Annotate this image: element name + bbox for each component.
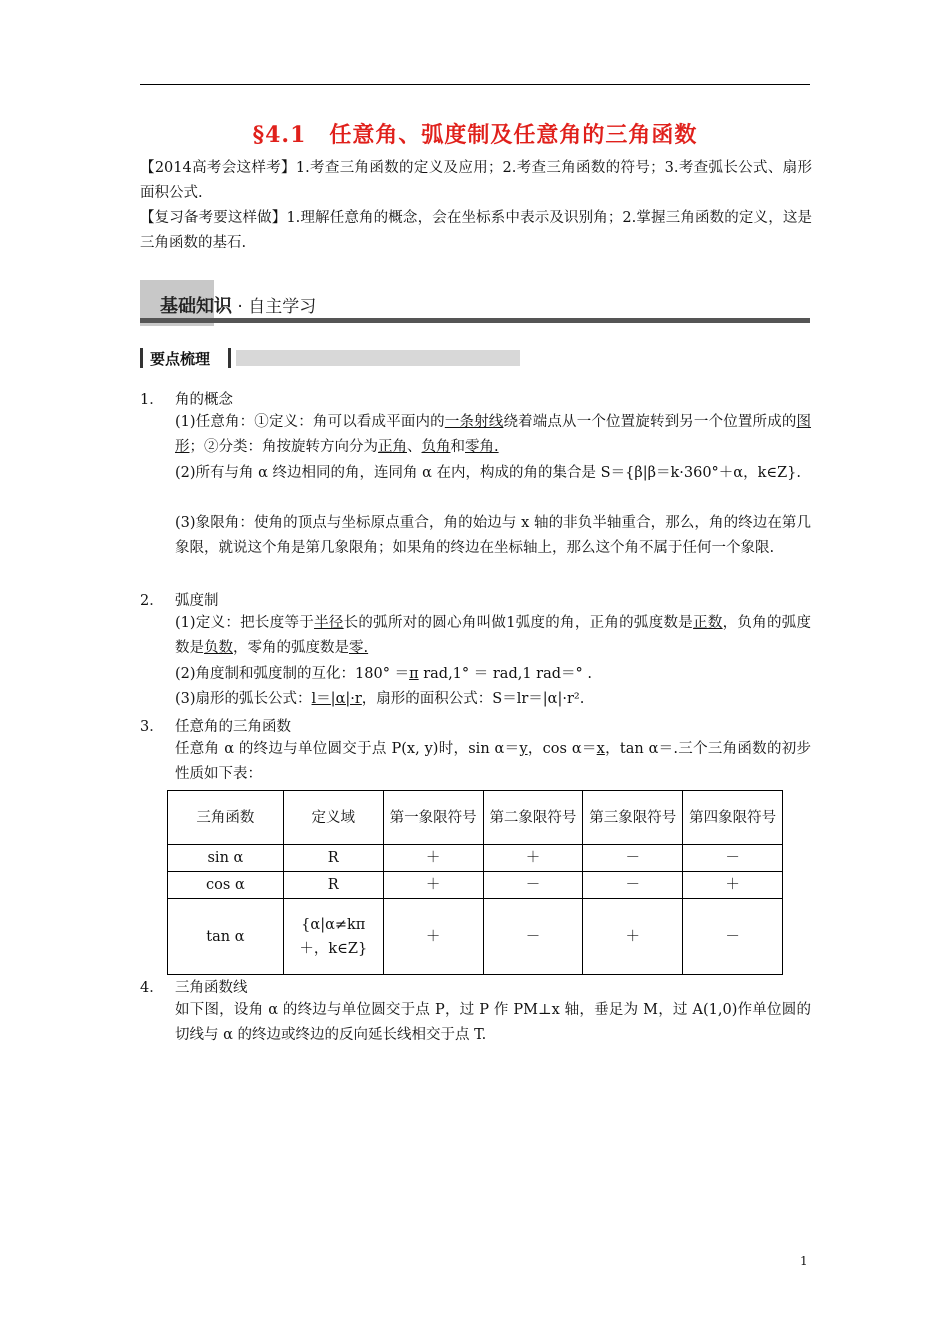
table-header-cell: 定义域 [283,791,383,845]
s4-heading: 三角函数线 [175,980,248,996]
s3-number: 3． [140,719,164,735]
s2-p3-text-b: ，扇形的面积公式：S＝lr＝|α|·r². [361,691,585,707]
section-banner [140,280,810,326]
table-header-cell: 第四象限符号 [683,791,783,845]
table-cell: － [583,872,683,899]
exam-text: 1.考查三角函数的定义及应用；2.考查三角函数的符号；3.考查弧长公式、扇形面积公式. [140,160,812,201]
s1-p1 [175,410,811,460]
s3-p-blank-1: y [519,741,528,757]
s1-p1-blank-1: 一条射线 [444,414,504,430]
table-cell: {α|α≠kπ＋，k∈Z} [283,899,383,975]
s3-p-text-a: 任意角 α 的终边与单位圆交于点 P(x, y)时，sin α＝ [175,741,520,757]
page-number: 1 [800,1254,808,1268]
s1-p1-text-d: 、 [407,439,422,455]
s1-p1-blank-4: 负角 [421,439,451,455]
s2-p2-blank: π [409,666,419,682]
s1-number: 1． [140,392,164,408]
subhead-bar-right [228,348,231,368]
s1-p1-text-c: ；②分类：角按旋转方向分为 [189,439,378,455]
s3-p-blank-2: x [596,741,605,757]
s2-p1-text-a: (1)定义：把长度等于 [175,615,315,631]
table-header-cell: 第一象限符号 [383,791,483,845]
s2-p2-text-b: rad,1° ＝ rad,1 rad＝° . [418,666,593,682]
table-cell: R [283,845,383,872]
table-row [168,845,783,872]
table-header-cell: 三角函数 [168,791,284,845]
s2-p3 [175,687,811,712]
table-cell: R [283,872,383,899]
s1-p3: (3)象限角：使角的顶点与坐标原点重合，角的始边与 x 轴的非负半轴重合，那么，角的终边在第几象限，就说这个角是第几象限角；如果角的终边在坐标轴上，那么这个角不属于任何一个象限. [175,515,811,556]
table-cell: ＋ [683,872,783,899]
table-row [168,872,783,899]
s1-p1-text-e: 和 [450,439,465,455]
trig-sign-table [167,790,783,975]
s2-p1-blank-4: 零. [349,640,369,656]
s2-p1 [175,611,811,661]
table-cell: ＋ [383,845,483,872]
table-cell: － [583,845,683,872]
s1-p2: (2)所有与角 α 终边相同的角，连同角 α 在内，构成的角的集合是 S＝{β|β＝k·360°＋α，k∈Z}. [175,465,802,481]
s4-p: 如下图，设角 α 的终边与单位圆交于点 P，过 P 作 PM⊥x 轴，垂足为 M，过 A(1,0)作单位圆的切线与 α 的终边或终边的反向延长线相交于点 T. [175,1002,811,1043]
table-cell: sin α [168,845,284,872]
banner-bold: 基础知识 [160,296,232,317]
table-cell: cos α [168,872,284,899]
s2-number: 2． [140,593,164,609]
table-cell: ＋ [483,845,583,872]
s3-heading: 任意角的三角函数 [175,719,291,735]
banner-text [160,292,316,318]
exam-label: 【2014高考会这样考】 [140,160,296,176]
banner-sep: · [237,297,243,317]
subsection-heading [140,348,520,368]
s3-p [175,737,811,787]
s1-p1-blank-5: 零角. [465,439,499,455]
table-cell: － [483,872,583,899]
s3-p-text-c: ，tan α＝.三个三角函数的初步性质如下表： [175,741,811,782]
banner-rest: 自主学习 [248,297,317,317]
s1-p1-blank-3: 正角 [378,439,407,455]
table-header-cell: 第三象限符号 [583,791,683,845]
s2-p1-text-c: ，负角的弧度数是 [175,615,812,656]
exam-paragraph [140,156,812,206]
s1-p1-text-a: (1)任意角：①定义：角可以看成平面内的 [175,414,445,430]
table-cell: ＋ [583,899,683,975]
s1-p1-text-b: 绕着端点从一个位置旋转到另一个位置所成的 [503,414,797,430]
table-cell: － [483,899,583,975]
table-row [168,899,783,975]
table-cell: ＋ [383,872,483,899]
s2-p1-blank-2: 正数 [693,615,723,631]
review-paragraph [140,206,812,256]
s1-heading: 角的概念 [175,392,233,408]
s2-p2-text-a: (2)角度制和弧度制的互化：180° ＝ [175,666,410,682]
s2-p1-blank-1: 半径 [314,615,344,631]
s2-heading: 弧度制 [175,593,219,609]
s2-p2 [175,662,811,687]
subhead-label: 要点梳理 [150,350,211,368]
table-header-cell: 第二象限符号 [483,791,583,845]
banner-rule [140,318,810,323]
s2-p3-text-a: (3)扇形的弧长公式： [175,691,312,707]
s3-p-text-b: ，cos α＝ [527,741,597,757]
subhead-shade [236,350,520,366]
page-title: §4.1 任意角、弧度制及任意角的三角函数 [252,122,698,148]
s4-number: 4． [140,980,164,996]
s1-p1-blank-2: 图形 [175,414,812,455]
review-label: 【复习备考要这样做】 [140,210,287,226]
table-header-row [168,791,783,845]
s2-p3-blank: l＝|α|·r [311,691,362,707]
table-cell: ＋ [383,899,483,975]
s2-p1-text-b: 长的弧所对的圆心角叫做1弧度的角，正角的弧度数是 [343,615,694,631]
table-cell: － [683,899,783,975]
review-text: 1.理解任意角的概念，会在坐标系中表示及识别角；2.掌握三角函数的定义，这是三角函数的基石. [140,210,812,251]
s2-p1-text-d: ，零角的弧度数是 [233,640,349,656]
s2-p1-blank-3: 负数 [204,640,233,656]
subhead-bar-left [140,348,143,368]
table-cell: － [683,845,783,872]
top-rule [140,84,810,85]
table-cell: tan α [168,899,284,975]
